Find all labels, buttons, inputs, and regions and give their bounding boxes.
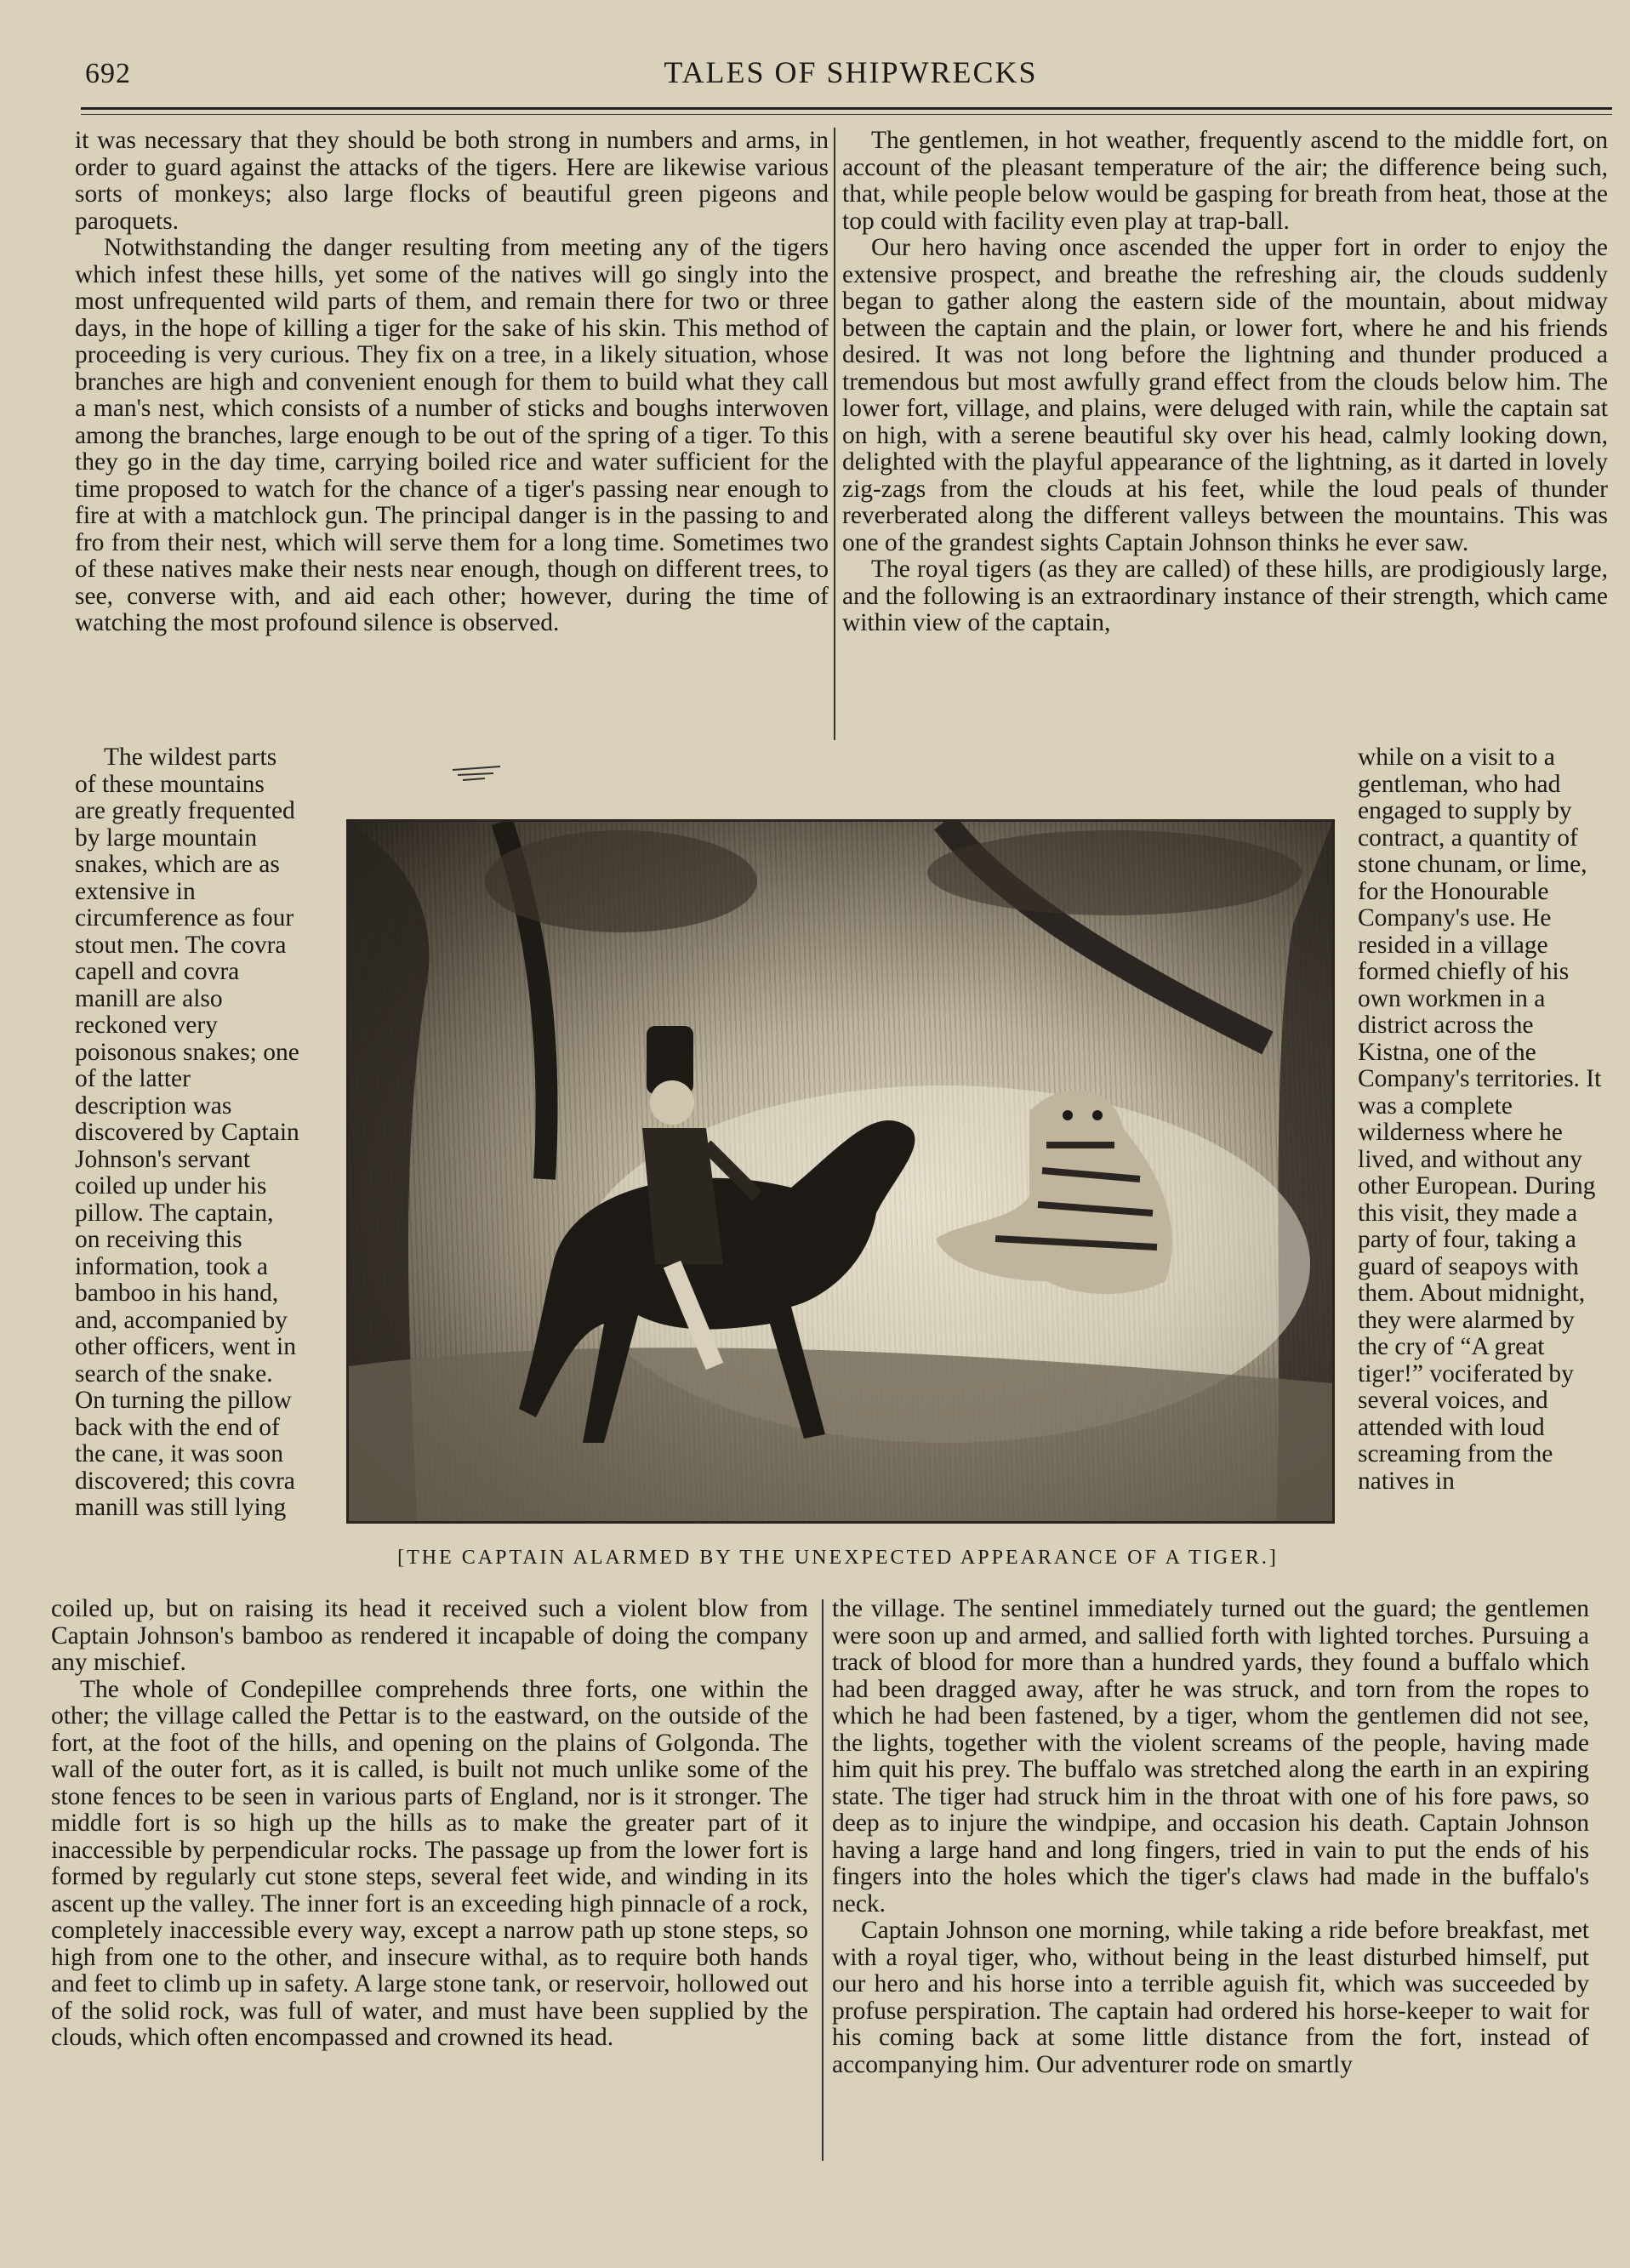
- column-divider: [822, 1599, 824, 2161]
- paragraph: The royal tigers (as they are called) of these hills, are prodigiously large, and the following is an extraordinary instance of their strength, which came within view of the captain,: [842, 556, 1608, 636]
- right-column-top: [842, 128, 1608, 637]
- header-rule-thin: [81, 114, 1612, 115]
- engraving-illustration: [346, 819, 1335, 1524]
- paragraph: The wildest parts of these mountains are greatly frequented by large mountain snakes, which are as extensive in circumference as four stout men. The covra capell and covra manill are also reckoned very poisonous snakes; one of the latter description was discovered by Captain Johnson's servant coiled up under his pillow. The captain, on receiving this information, took a bamboo in his hand, and, accompanied by other officers, went in search of the snake. On turning the pillow back with the end of the cane, it was soon discovered; this covra manill was still lying: [75, 744, 299, 1521]
- left-wrap-column: [75, 744, 299, 1522]
- right-column-bottom: [832, 1596, 1589, 2078]
- left-column-top: [75, 128, 829, 637]
- page-number: 692: [85, 58, 131, 89]
- illustration-art: [349, 822, 1332, 1521]
- right-wrap-column: [1358, 744, 1603, 1495]
- paragraph: Captain Johnson one morning, while taking a ride before breakfast, met with a royal tiger, who, without being in the least disturbed himself, put our hero and his horse into a terrible aguish fit, which was succeeded by profuse perspiration. The captain had ordered his horse-keeper to wait for his coming back at some little distance from the fort, instead of accompanying him. Our adventurer rode on smartly: [832, 1917, 1589, 2078]
- column-divider: [834, 128, 835, 740]
- paragraph: it was necessary that they should be both strong in numbers and arms, in order to guard against the attacks of the tigers. Here are likewise various sorts of monkeys; also large flocks of beautiful green pigeons and paroquets.: [75, 127, 829, 235]
- running-title: TALES OF SHIPWRECKS: [664, 55, 1038, 89]
- paragraph: coiled up, but on raising its head it received such a violent blow from Captain Johnson's bamboo as rendered it incapable of doing the company any mischief.: [51, 1595, 808, 1676]
- left-column-bottom: [51, 1596, 808, 2052]
- paragraph: while on a visit to a gentleman, who had engaged to supply by contract, a quantity of stone chunam, or lime, for the Honourable Company's use. He resided in a village formed chiefly of his own workmen in a district across the Kistna, one of the Company's territories. It was a complete wilderness where he lived, and without any other European. During this visit, they made a party of four, taking a guard of seapoys with them. About midnight, they were alarmed by the cry of “A great tiger!” vociferated by several voices, and attended with loud screaming from the natives in: [1358, 744, 1602, 1495]
- paragraph: the village. The sentinel immediately turned out the guard; the gentlemen were soon up and armed, and sallied forth with lighted torches. Pursuing a track of blood for more than a hundred yards, they found a buffalo which had been dragged away, after he was struck, and torn from the ropes to which he had been fastened, by a tiger, whom the gentlemen did not see, the lights, together with the violent screams of the people, having made him quit his prey. The buffalo was stretched along the earth in an expiring state. The tiger had struck him in the throat with one of his fore paws, so deep as to injure the windpipe, and occasion his death. Captain Johnson having a large hand and long fingers, tried in vain to put the ends of his fingers into the holes which the tiger's claws had made in the buffalo's neck.: [832, 1595, 1589, 1918]
- ornament-icon: [451, 760, 502, 785]
- figure-caption: [THE CAPTAIN ALARMED BY THE UNEXPECTED APPEARANCE OF A TIGER.]: [397, 1547, 1279, 1569]
- paragraph: Notwithstanding the danger resulting from meeting any of the tigers which infest these hills, yet some of the natives will go singly into the most unfrequented wild parts of them, and remain there for two or three days, in the hope of killing a tiger for the sake of his skin. This method of proceeding is very curious. They fix on a tree, in a likely situation, whose branches are high and convenient enough for them to build what they call a man's nest, which consists of a number of sticks and boughs interwoven among the branches, large enough to be out of the spring of a tiger. To this they go in the day time, carrying boiled rice and water sufficient for the time proposed to watch for the chance of a tiger's passing near enough to fire at with a matchlock gun. The principal danger is in the passing to and fro from their nest, which will serve them for a long time. Sometimes two of these natives make their nests near enough, though on different trees, to see, converse with, and aid each other; however, during the time of watching the most profound silence is observed.: [75, 234, 829, 636]
- running-header: [85, 49, 1616, 92]
- paragraph: The whole of Condepillee comprehends three forts, one within the other; the village called the Pettar is to the eastward, on the outside of the fort, at the foot of the hills, and opening on the plains of Golgonda. The wall of the outer fort, as it is called, is built not much unlike some of the stone fences to be seen in various parts of England, nor is it stronger. The middle fort is so high up the hills as to make the greater part of it inaccessible by perpendicular rocks. The passage up from the lower fort is formed by regularly cut stone steps, several feet wide, and winding in its ascent up the valley. The inner fort is an exceeding high pinnacle of a rock, completely inaccessible every way, except a narrow path up stone steps, so high from one to the other, and insecure withal, as to require both hands and feet to climb up in safety. A large stone tank, or reservoir, hollowed out of the solid rock, was full of water, and must have been supplied by the clouds, which often encompassed and crowned its head.: [51, 1675, 808, 2051]
- paragraph: The gentlemen, in hot weather, frequently ascend to the middle fort, on account of the pleasant temperature of the air; the difference being such, that, while people below would be gasping for breath from heat, those at the top could with facility even play at trap-ball.: [842, 127, 1608, 235]
- paragraph: Our hero having once ascended the upper fort in order to enjoy the extensive prospect, and breathe the refreshing air, the clouds suddenly began to gather along the eastern side of the mountain, about midway between the captain and the plain, or lower fort, where he and his friends desired. It was not long before the lightning and thunder produced a tremendous but most awfully grand effect from the clouds below him. The lower fort, village, and plains, were deluged with rain, while the captain sat on high, with a serene beautiful sky over his head, calmly looking down, delighted with the playful appearance of the lightning, as it darted in lovely zig-zags from the clouds at his feet, while the loud peals of thunder reverberated along the different valleys between the mountains. This was one of the grandest sights Captain Johnson thinks he ever saw.: [842, 234, 1608, 556]
- header-rule: [81, 107, 1612, 110]
